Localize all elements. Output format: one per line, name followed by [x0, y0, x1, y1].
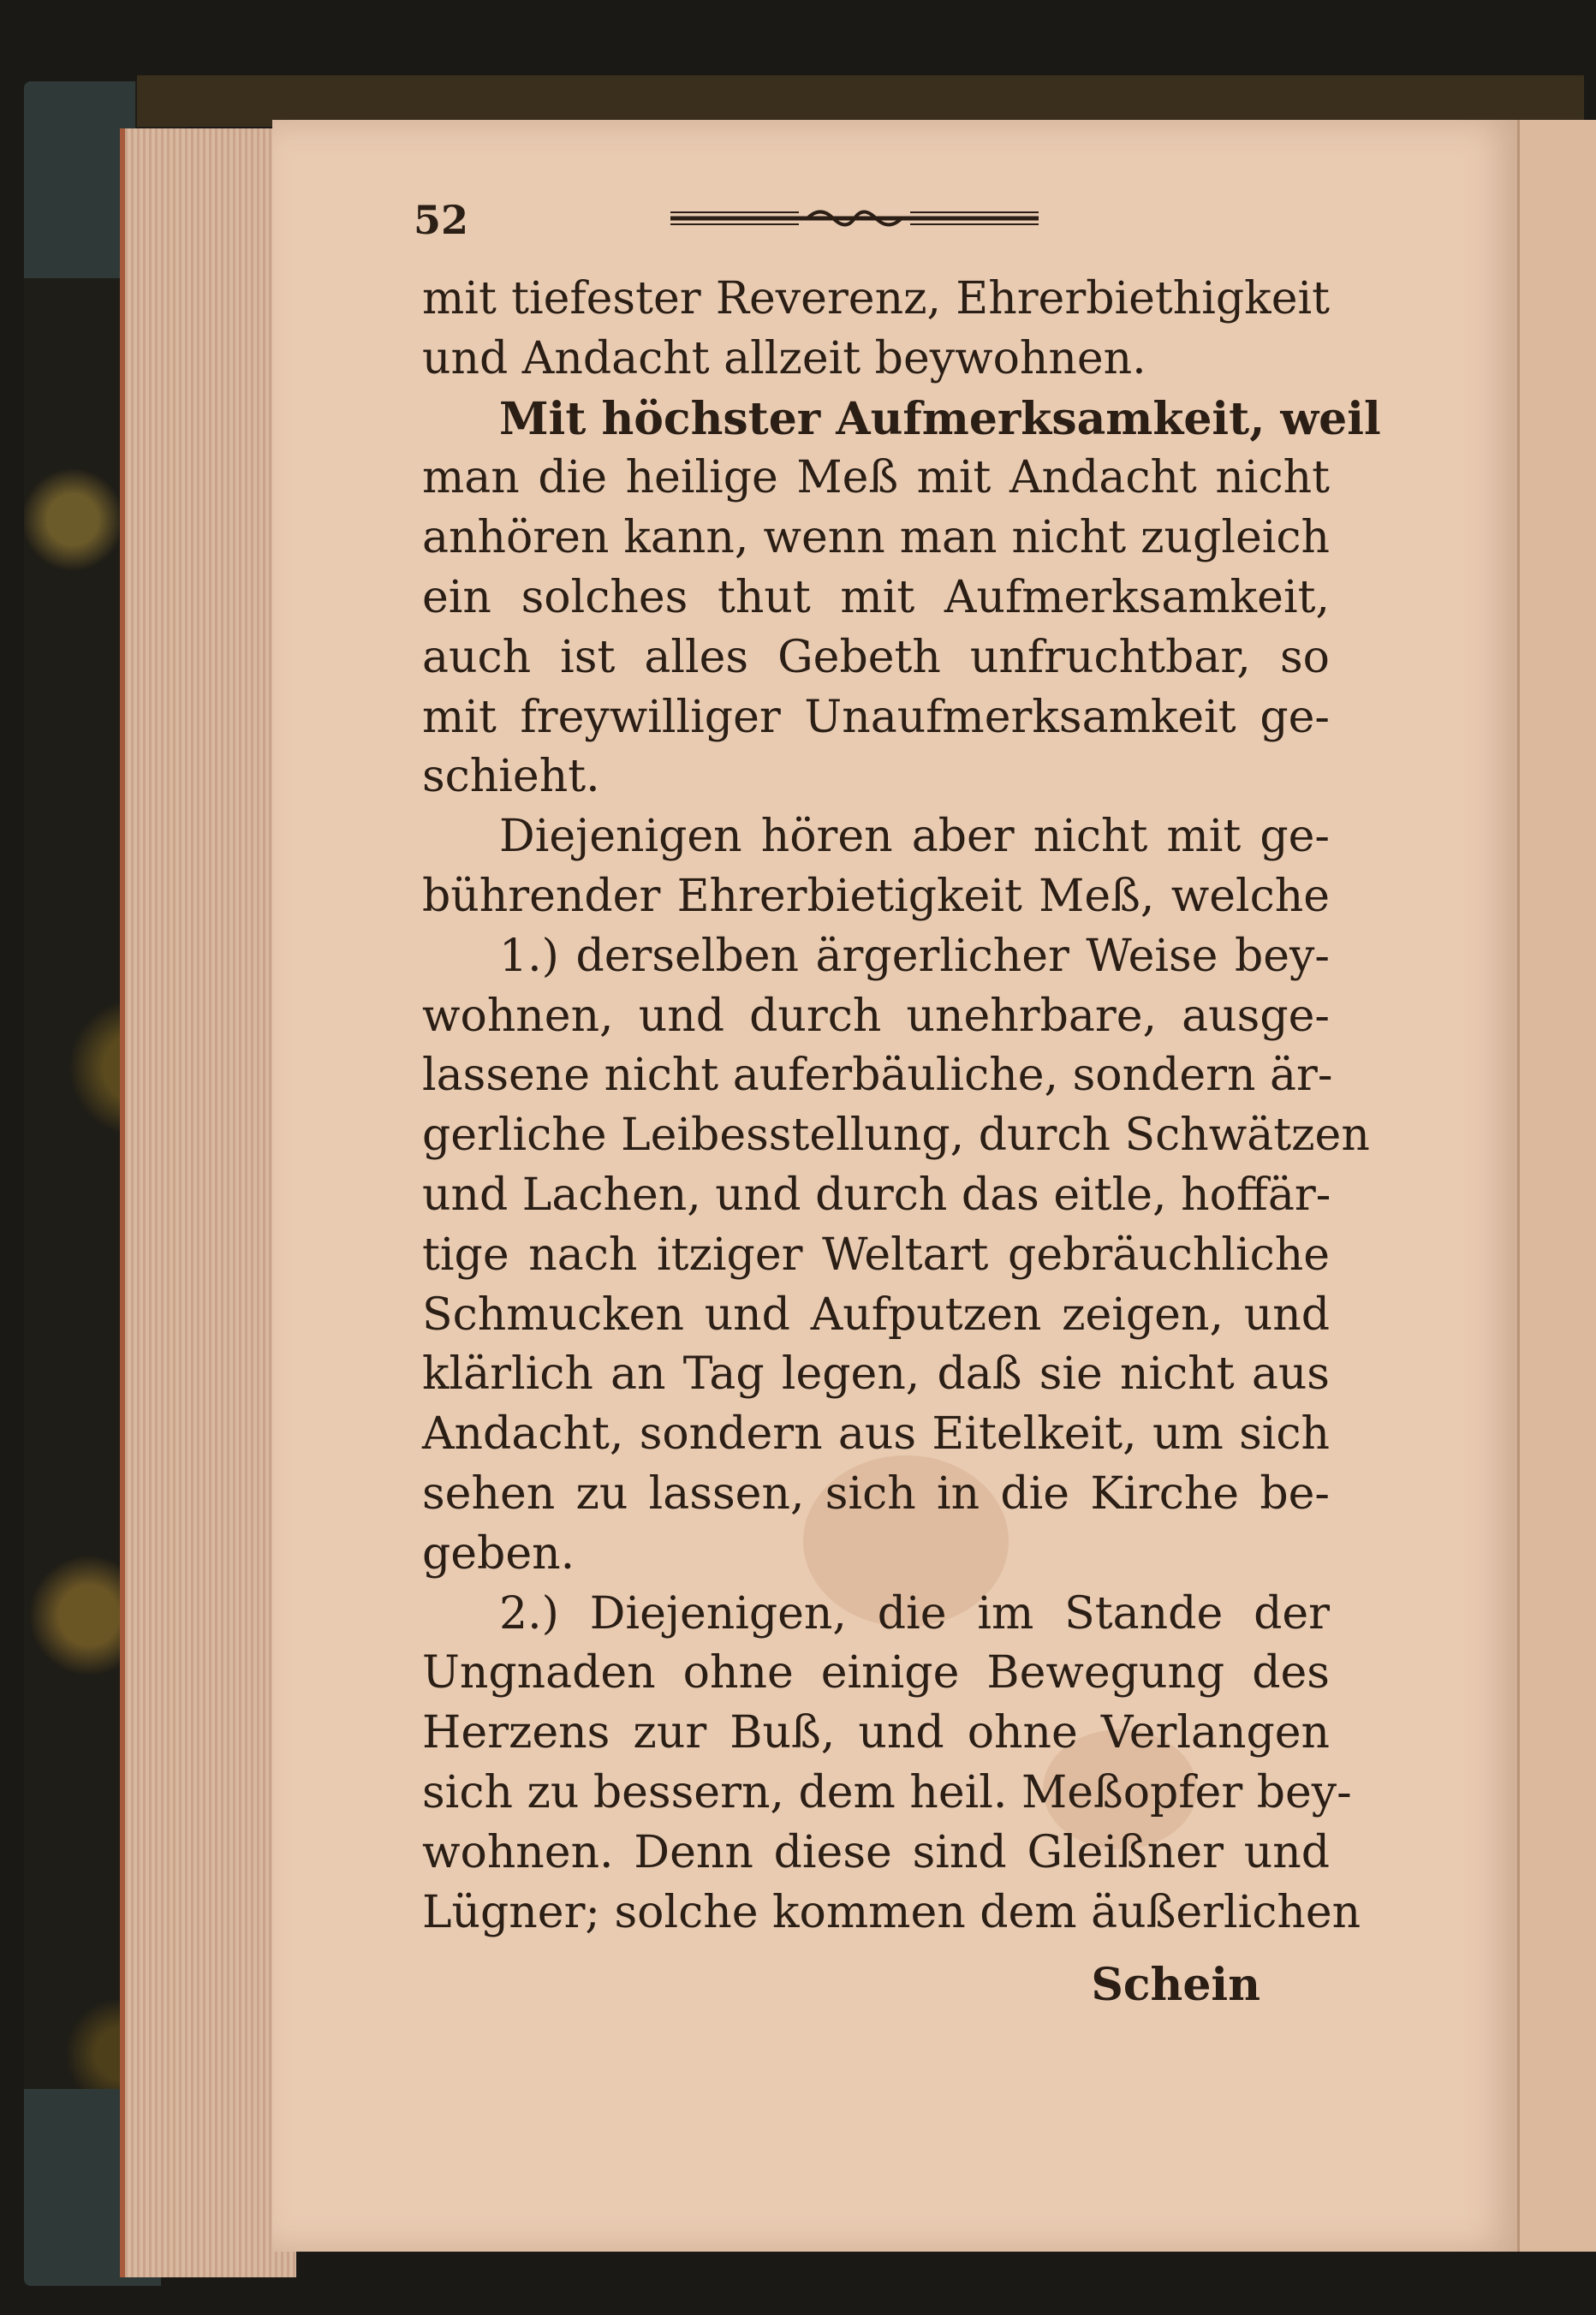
- catchword: Schein: [1091, 1959, 1260, 2011]
- book-page: [272, 120, 1517, 2252]
- text-line: Ungnaden ohne einige Bewegung des: [422, 1647, 1330, 1699]
- text-line: gerliche Leibesstellung, durch Schwätzen: [422, 1110, 1370, 1162]
- text-line: bührender Ehrerbietigkeit Meß, welche: [422, 870, 1330, 922]
- text-line: wohnen. Denn diese sind Gleißner und: [422, 1826, 1330, 1878]
- facing-page: [1517, 120, 1596, 2252]
- cover-top-edge: [137, 75, 1584, 127]
- header-ornament: [670, 201, 1039, 235]
- text-line: klärlich an Tag legen, daß sie nicht aus: [422, 1348, 1330, 1401]
- text-line: und Lachen, und durch das eitle, hoffär-: [422, 1169, 1331, 1221]
- text-line: mit freywilliger Unaufmerksamkeit ge-: [422, 691, 1330, 743]
- text-line: Mit höchster Aufmerksamkeit, weil: [499, 392, 1381, 445]
- text-line: sehen zu lassen, sich in die Kirche be-: [422, 1467, 1330, 1520]
- cover-corner-top: [24, 81, 135, 278]
- text-line: Herzens zur Buß, und ohne Verlangen: [422, 1707, 1330, 1759]
- text-line: 2.) Diejenigen, die im Stande der: [499, 1587, 1330, 1640]
- text-line: lassene nicht auferbäuliche, sondern är-: [422, 1050, 1333, 1102]
- text-line: 1.) derselben ärgerlicher Weise bey-: [499, 930, 1330, 982]
- text-line: Andacht, sondern aus Eitelkeit, um sich: [422, 1408, 1330, 1461]
- text-line: ein solches thut mit Aufmerksamkeit,: [422, 571, 1330, 623]
- text-line: Diejenigen hören aber nicht mit ge-: [499, 811, 1330, 863]
- page-edges: [120, 128, 296, 2277]
- text-line: anhören kann, wenn man nicht zugleich: [422, 512, 1330, 564]
- text-line: geben.: [422, 1527, 575, 1580]
- page-text: [422, 270, 1381, 1943]
- text-line: wohnen, und durch unehrbare, ausge-: [422, 990, 1330, 1042]
- text-line: sich zu bessern, dem heil. Meßopfer bey-: [422, 1766, 1352, 1818]
- text-line: und Andacht allzeit beywohnen.: [422, 332, 1146, 384]
- text-line: Lügner; solche kommen dem äußerlichen: [422, 1886, 1361, 1938]
- text-line: tige nach itziger Weltart gebräuchliche: [422, 1229, 1330, 1281]
- text-line: Schmucken und Aufputzen zeigen, und: [422, 1288, 1330, 1341]
- text-line: man die heilige Meß mit Andacht nicht: [422, 452, 1330, 504]
- text-line: auch ist alles Gebeth unfruchtbar, so: [422, 631, 1330, 683]
- text-line: mit tiefester Reverenz, Ehrerbiethigkeit: [422, 273, 1330, 324]
- page-number: 52: [414, 197, 469, 243]
- text-line: schieht.: [422, 751, 600, 803]
